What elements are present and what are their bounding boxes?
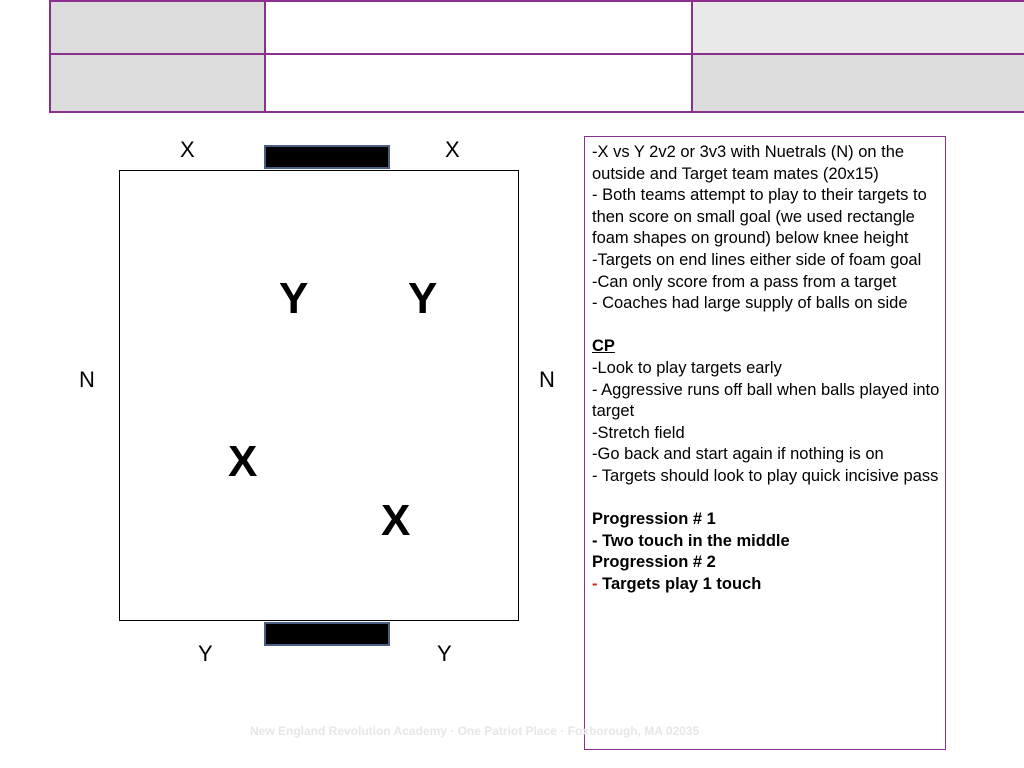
header-cell-1-1 [50, 1, 265, 54]
note-line: - Coaches had large supply of balls on side [592, 294, 908, 313]
neutral-left: N [79, 367, 95, 392]
notes-panel [584, 136, 946, 750]
player-x-2: X [381, 496, 411, 545]
target-y-bottom-right: Y [437, 641, 452, 666]
header-cell-2-2 [265, 54, 692, 112]
header-cell-2-3 [692, 54, 1024, 112]
target-y-bottom-left: Y [198, 641, 213, 666]
player-y-2: Y [408, 274, 438, 323]
cp-line: - Aggressive runs off ball when balls played into target [592, 380, 940, 421]
cp-line: -Go back and start again if nothing is on [592, 445, 884, 464]
footer-text: New England Revolution Academy · One Patriot Place · Foxborough, MA 02035 [250, 724, 700, 738]
header-table [49, 0, 1024, 113]
progression-2-dash: - [592, 574, 598, 593]
note-line: -X vs Y 2v2 or 3v3 with Nuetrals (N) on the outside and Target team mates (20x15) [592, 143, 905, 183]
header-cell-2-1 [50, 54, 265, 112]
header-row-2 [50, 54, 1024, 112]
progression-2-text: Targets play 1 touch [597, 574, 762, 593]
note-line: -Targets on end lines either side of foam goal [592, 250, 922, 269]
player-y-1: Y [279, 274, 309, 323]
cp-line: -Look to play targets early [592, 358, 782, 377]
neutral-right: N [539, 367, 555, 392]
note-line: - Both teams attempt to play to their targets to then score on small goal (we used rectangle foam shapes on ground) below knee height [592, 186, 927, 248]
note-line: -Can only score from a pass from a target [592, 272, 897, 291]
progression-2-line [592, 574, 941, 596]
spacer [592, 315, 941, 337]
header-cell-1-2 [265, 1, 692, 54]
progression-2-title: Progression # 2 [592, 553, 716, 572]
cp-heading: CP [592, 337, 615, 356]
goal-top [264, 145, 390, 169]
header-row-1 [50, 1, 1024, 54]
progression-1-text: - Two touch in the middle [592, 531, 790, 550]
spacer [592, 488, 941, 510]
pitch-field [119, 170, 519, 621]
cp-line: -Stretch field [592, 423, 685, 442]
target-x-top-left: X [180, 137, 195, 162]
player-x-1: X [228, 437, 258, 486]
progression-1-title: Progression # 1 [592, 510, 716, 529]
cp-line: - Targets should look to play quick incisive pass [592, 466, 939, 485]
target-x-top-right: X [445, 137, 460, 162]
goal-bottom [264, 622, 390, 646]
header-cell-1-3 [692, 1, 1024, 54]
